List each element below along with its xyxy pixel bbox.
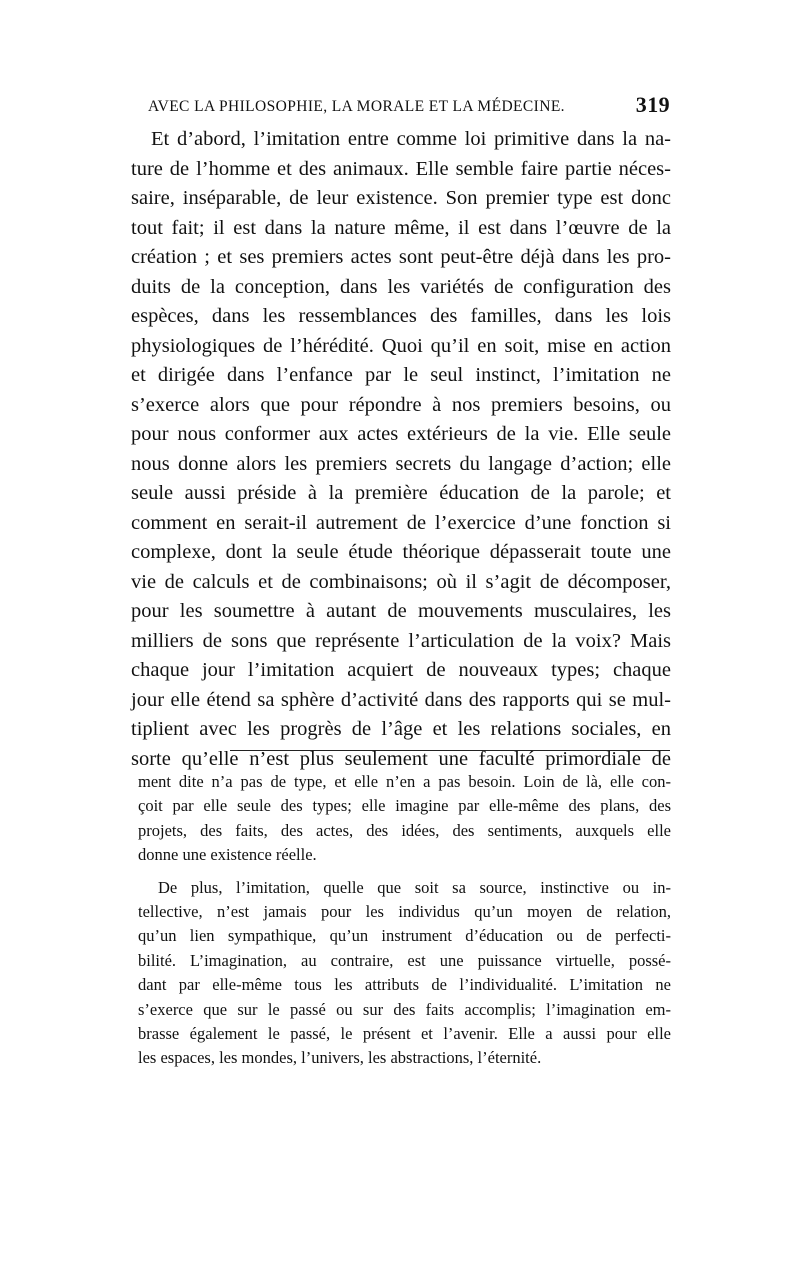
body-line: jour elle étend sa sphère d’activité dans des rapports qui se mul- xyxy=(131,688,671,711)
body-line: nous donne alors les premiers secrets du langage d’action; elle xyxy=(131,452,671,475)
footnote-line: projets, des faits, des actes, des idées, des sentiments, auxquels elle xyxy=(138,820,671,840)
footnote-line: qu’un lien sympathique, qu’un instrument d’éducation ou de perfecti- xyxy=(138,926,671,946)
footnote-separator xyxy=(230,750,670,751)
footnote-paragraph xyxy=(138,876,671,1071)
footnote-line: donne une existence réelle. xyxy=(138,845,317,865)
body-line: comment en serait-il autrement de l’exercice d’une fonction si xyxy=(131,511,671,534)
body-line: tiplient avec les progrès de l’âge et les relations sociales, en xyxy=(131,718,671,740)
footnote xyxy=(138,770,671,1079)
body-line: saire, inséparable, de leur existence. Son premier type est donc xyxy=(131,187,671,209)
footnote-line: ment dite n’a pas de type, et elle n’en a pas besoin. Loin de là, elle con- xyxy=(138,772,671,791)
footnote-line: s’exerce que sur le passé ou sur des faits accomplis; l’imagination em- xyxy=(138,999,671,1019)
footnote-line: bilité. L’imagination, au contraire, est une puissance virtuelle, possé- xyxy=(138,950,671,970)
footnote-line: dant par elle-même tous les attributs de l’individualité. L’imitation ne xyxy=(138,975,671,995)
body-line: tout fait; il est dans la nature même, il est dans l’œuvre de la xyxy=(131,216,671,239)
body-line: pour les soumettre à autant de mouvements musculaires, les xyxy=(131,600,671,622)
footnote-line: De plus, l’imitation, quelle que soit sa source, instinctive ou in- xyxy=(158,877,671,897)
body-line: ture de l’homme et des animaux. Elle semble faire partie néces- xyxy=(131,157,671,180)
body-line: sorte qu’elle n’est plus seulement une faculté primordiale de xyxy=(131,747,671,770)
body-line: création ; et ses premiers actes sont peut-être déjà dans les pro- xyxy=(131,246,671,268)
page-number: 319 xyxy=(635,92,670,117)
body-line: et dirigée dans l’enfance par le seul instinct, l’imitation ne xyxy=(131,364,671,386)
footnote-paragraph xyxy=(138,770,671,868)
main-paragraph xyxy=(131,125,671,774)
body-line: espèces, dans les ressemblances des familles, dans les lois xyxy=(131,305,671,327)
body-line: complexe, dont la seule étude théorique dépasserait toute une xyxy=(131,541,671,563)
footnote-line: brasse également le passé, le présent et l’avenir. Elle a aussi pour elle xyxy=(138,1023,671,1043)
body-line: physiologiques de l’hérédité. Quoi qu’il en soit, mise en action xyxy=(131,334,671,357)
body-line: vie de calculs et de combinaisons; où il s’agit de décomposer, xyxy=(131,570,671,593)
body-line: Et d’abord, l’imitation entre comme loi primitive dans la na- xyxy=(151,128,671,150)
body-line: milliers de sons que représente l’articulation de la voix? Mais xyxy=(131,629,671,652)
footnote-line: tellective, n’est jamais pour les individus qu’un moyen de relation, xyxy=(138,901,671,921)
running-header xyxy=(148,92,670,122)
footnote-line: les espaces, les mondes, l’univers, les abstractions, l’éternité. xyxy=(138,1048,542,1068)
body-line: s’exerce alors que pour répondre à nos premiers besoins, ou xyxy=(131,393,671,416)
body-line: duits de la conception, dans les variétés de configuration des xyxy=(131,275,671,298)
body-line: pour nous conformer aux actes extérieurs de la vie. Elle seule xyxy=(131,423,671,445)
body-line: seule aussi préside à la première éducation de la parole; et xyxy=(131,482,671,504)
running-title: AVEC LA PHILOSOPHIE, LA MORALE ET LA MÉDECINE. xyxy=(148,98,565,115)
footnote-line: çoit par elle seule des types; elle imagine par elle-même des plans, des xyxy=(138,796,671,816)
body-line: chaque jour l’imitation acquiert de nouveaux types; chaque xyxy=(131,659,671,681)
